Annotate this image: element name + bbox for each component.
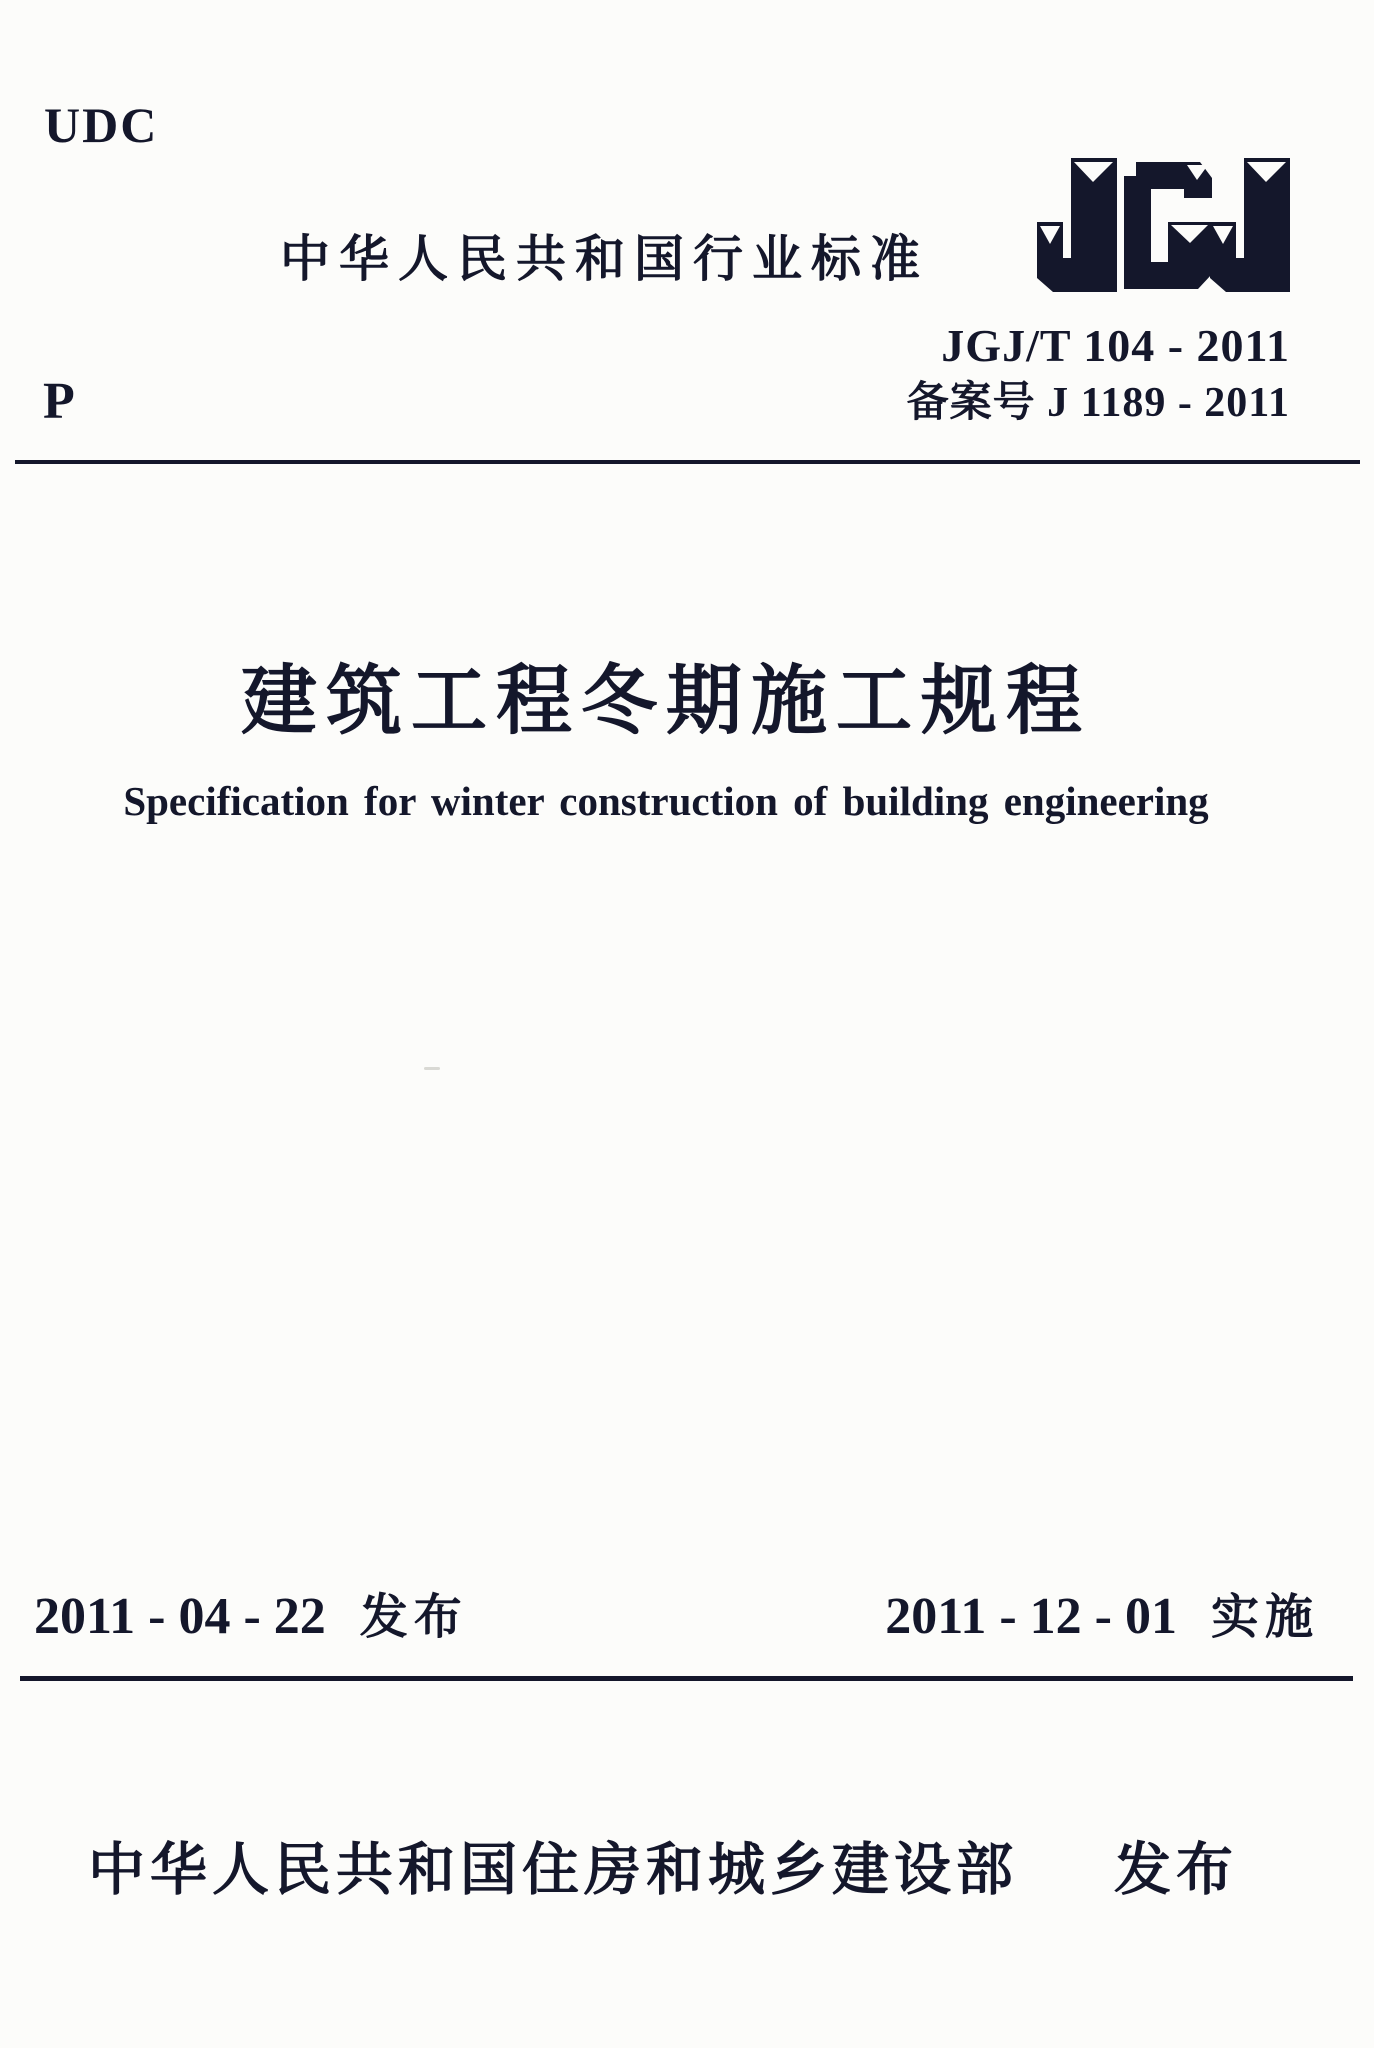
implement-date: 2011 - 12 - 01 [885,1588,1177,1645]
jgj-logo-icon [1037,158,1290,292]
logo-letter-g [1124,162,1212,289]
logo-letter-j2 [1210,158,1290,292]
standard-type-heading: 中华人民共和国行业标准 [280,231,929,287]
record-number: 备案号 J 1189 - 2011 [906,380,1290,426]
issue-date: 2011 - 04 - 22 [34,1588,326,1645]
doc-class-mark: P [43,373,75,430]
issue-label: 发布 [359,1591,468,1644]
scan-artifact-dash [424,1067,440,1070]
publisher-name: 中华人民共和国住房和城乡建设部 [88,1838,1018,1902]
title-chinese: 建筑工程冬期施工规程 [241,660,1091,744]
title-block [0,660,1332,825]
title-english: Specification for winter construction of building engineering [123,778,1209,824]
footer-divider-rule [20,1676,1353,1681]
header-divider-rule [15,460,1360,464]
issue-date-row [34,1588,468,1647]
standard-code-block [907,320,1290,426]
publish-label: 发布 [1114,1838,1238,1902]
standard-code: JGJ/T 104 - 2011 [941,320,1290,371]
udc-mark: UDC [44,97,159,153]
publisher-row [88,1838,1238,1902]
implement-date-row [885,1588,1319,1647]
implement-label: 实施 [1210,1591,1319,1644]
logo-letter-j1 [1037,158,1117,292]
